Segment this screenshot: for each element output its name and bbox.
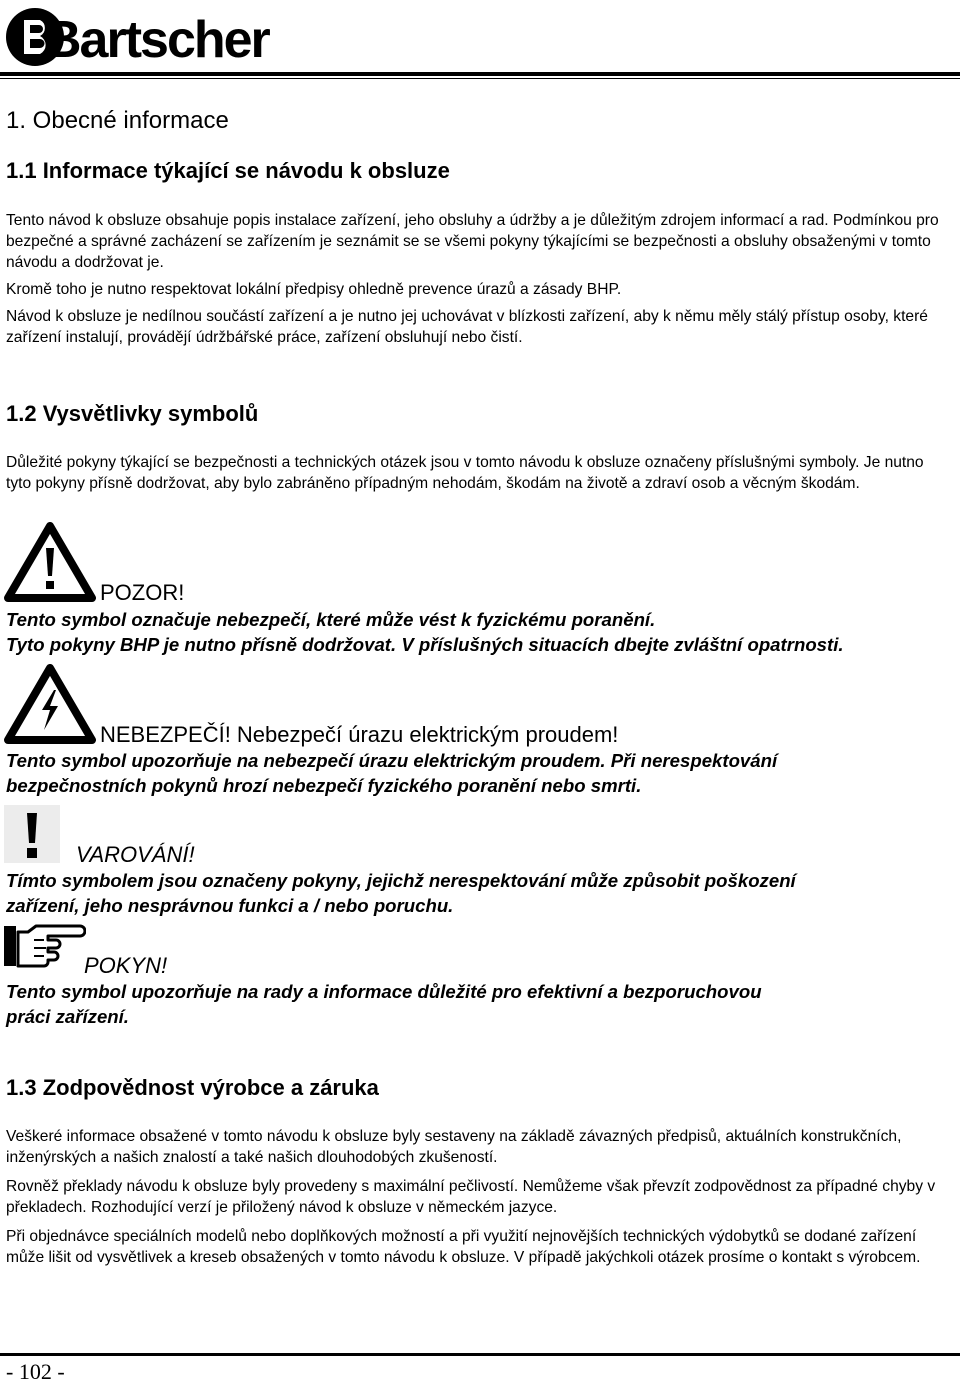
- varovani-title: VAROVÁNÍ!: [76, 842, 195, 867]
- header-rule-thin: [0, 78, 960, 79]
- page-number: - 102 -: [6, 1359, 65, 1384]
- paragraph: Kromě toho je nutno respektovat lokální předpisy ohledně prevence úrazů a zásady BHP.: [6, 281, 622, 298]
- paragraph: Veškeré informace obsažené v tomto návodu k obsluze byly sestaveny na základě závazných předpisů, aktuálních konstrukčních, inženýrských a našich znalostí a také našich dlouhodobých zkušeností.: [6, 1128, 902, 1166]
- pozor-title: POZOR!: [100, 580, 185, 605]
- nebezpeci-title: NEBEZPEČÍ! Nebezpečí úrazu elektrickým proudem!: [100, 722, 619, 747]
- section-1-2-title: 1.2 Vysvětlivky symbolů: [6, 401, 259, 426]
- section-1-title: 1. Obecné informace: [6, 107, 229, 134]
- logo-text: Bartscher: [44, 11, 269, 69]
- exclamation-icon: [4, 805, 60, 863]
- pokyn-line-1: Tento symbol upozorňuje na rady a informace důležité pro efektivní a bezporuchovou: [6, 981, 762, 1002]
- paragraph: Důležité pokyny týkající se bezpečnosti a technických otázek jsou v tomto návodu k obsluze označeny příslušnými symboly. Je nutno tyto pokyny přísně dodržovat, aby bylo zabráněno případným nehodám, škodám na životě a zdraví osob a věcným škodám.: [6, 454, 924, 492]
- nebezpeci-line-2: bezpečnostních pokynů hrozí nebezpečí fyzického poranění nebo smrti.: [6, 775, 642, 796]
- pokyn-line-2: práci zařízení.: [6, 1006, 129, 1027]
- paragraph: Návod k obsluze je nedílnou součástí zařízení a je nutno jej uchovávat v blízkosti zařízení, aby k němu měly stálý přístup osoby, které zařízení instalují, provádějí údržbářské práce, zařízení obsluhují nebo čistí.: [6, 308, 928, 346]
- varovani-line-1: Tímto symbolem jsou označeny pokyny, jejichž nerespektování může způsobit poškození: [6, 870, 796, 891]
- electric-hazard-icon: [4, 664, 96, 744]
- warning-triangle-icon: [4, 522, 96, 602]
- paragraph: Při objednávce speciálních modelů nebo doplňkových možností a při využití nejnovějších technických výdobytků se dodané zařízení může lišit od vysvětlivek a kreseb obsažených v tomto návodu k obsluze. V případě jakýchkoli otázek prosíme o kontakt s výrobcem.: [6, 1228, 921, 1266]
- header-rule: [0, 72, 960, 76]
- nebezpeci-line-1: Tento symbol upozorňuje na nebezpečí úrazu elektrickým proudem. Při nerespektování: [6, 750, 778, 771]
- pokyn-title: POKYN!: [84, 953, 168, 978]
- section-1-3-body: [6, 1126, 951, 1268]
- section-1-1-body: [6, 210, 946, 348]
- pozor-text: [6, 607, 956, 657]
- logo: [4, 4, 269, 70]
- pokyn-text: [6, 979, 956, 1029]
- varovani-text: [6, 868, 956, 918]
- pozor-line-2: Tyto pokyny BHP je nutno přísně dodržovat. V příslušných situacích dbejte zvláštní opatrnosti.: [6, 634, 844, 655]
- paragraph: Rovněž překlady návodu k obsluze byly provedeny s maximální pečlivostí. Nemůžeme však převzít zodpovědnost za případné chyby v překladech. Rozhodující verzí je přiložený návod k obsluze v německém jazyce.: [6, 1178, 936, 1216]
- footer-rule: [0, 1353, 960, 1356]
- pozor-line-1: Tento symbol označuje nebezpečí, které může vést k fyzickému poranění.: [6, 609, 656, 630]
- paragraph: Tento návod k obsluze obsahuje popis instalace zařízení, jeho obsluhy a údržby a je důležitým zdrojem informací a rad. Podmínkou pro bezpečné a správné zacházení se zařízením je seznámit se se všemi pokyny týkajícími se bezpečnosti a obsluhy obsaženými v tomto návodu a dodržovat je.: [6, 212, 939, 271]
- pointing-hand-icon: [4, 922, 86, 970]
- section-1-3-title: 1.3 Zodpovědnost výrobce a záruka: [6, 1075, 379, 1100]
- section-1-2-intro: [6, 452, 946, 494]
- varovani-line-2: zařízení, jeho nesprávnou funkci a / nebo poruchu.: [6, 895, 454, 916]
- section-1-1-title: 1.1 Informace týkající se návodu k obsluze: [6, 158, 450, 183]
- nebezpeci-text: [6, 748, 956, 798]
